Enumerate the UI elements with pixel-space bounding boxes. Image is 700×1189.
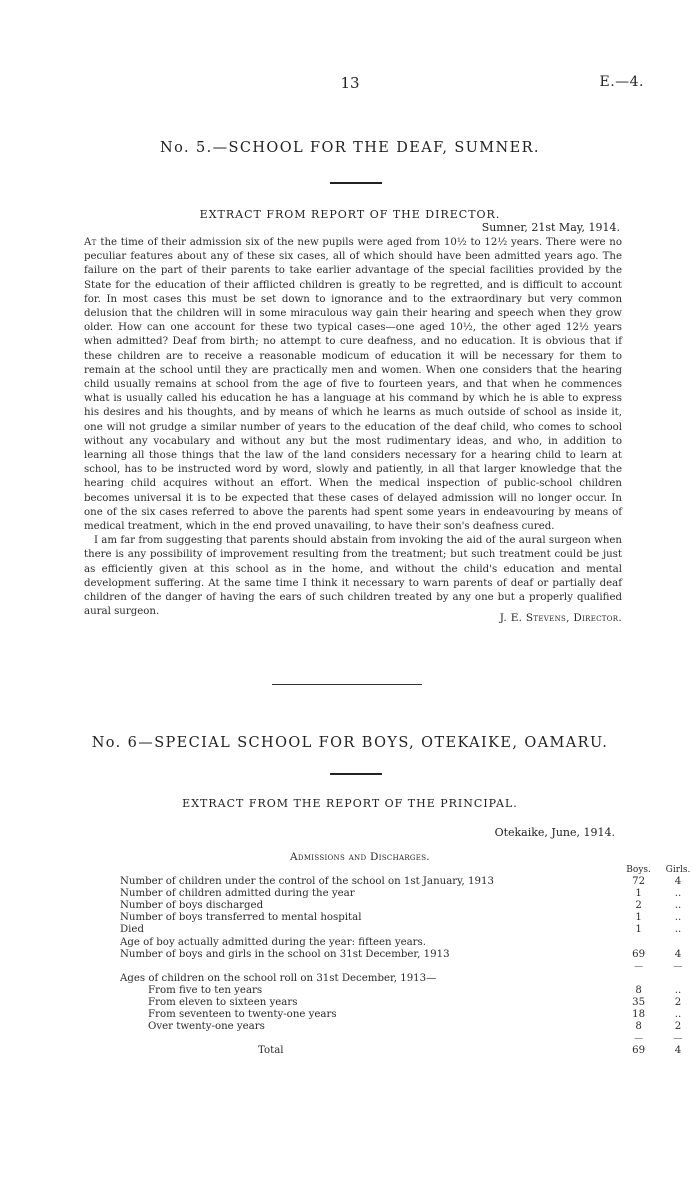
section5-paragraph-1 <box>84 236 622 534</box>
row-boys: 72 <box>632 876 646 888</box>
subtotal-rule-row <box>120 961 700 973</box>
row-boys: 2 <box>635 900 642 912</box>
total-boys: 69 <box>632 1045 646 1057</box>
row-label: Number of boys discharged <box>120 900 264 912</box>
row-label: Number of children under the control of the school on 1st January, 1913 <box>120 876 494 888</box>
age-label: From seventeen to twenty-one years <box>148 1009 337 1021</box>
row-label: Died <box>120 924 144 936</box>
section5-title: No. 5.—SCHOOL FOR THE DEAF, SUMNER. <box>160 140 540 156</box>
row-label: Number of children admitted during the year <box>120 888 355 900</box>
total-row <box>120 1045 700 1057</box>
table-row <box>120 985 700 997</box>
row-girls: .. <box>674 900 682 912</box>
row-girls: .. <box>674 924 682 936</box>
section5-divider <box>330 182 382 184</box>
girls-total-rule: — <box>673 1034 683 1045</box>
section5-signature: J. E. Stevens, Director. <box>499 612 622 624</box>
age-label: From five to ten years <box>148 984 263 996</box>
row-boys: 1 <box>635 888 642 900</box>
ages-heading: Ages of children on the school roll on 31st December, 1913— <box>120 972 437 984</box>
age-girls: .. <box>674 1009 682 1021</box>
row-boys: 69 <box>632 948 646 960</box>
total-rule-row <box>120 1033 700 1045</box>
section6-place-date: Otekaike, June, 1914. <box>494 826 615 839</box>
girls-rule: — <box>673 961 683 972</box>
section6-subtitle: EXTRACT FROM THE REPORT OF THE PRINCIPAL. <box>182 797 518 810</box>
age-boys: 35 <box>632 997 646 1009</box>
section6-title: No. 6—SPECIAL SCHOOL FOR BOYS, OTEKAIKE, OAMARU. <box>91 735 609 751</box>
row-girls: 4 <box>674 948 682 960</box>
section5-para1-text: the time of their admission six of the new pupils were aged from 10½ to 12½ years. There were no peculiar features about any of these six cases, all of which should have been admitted years ago. The failure on the part of their parents to take earlier advantage of the special facilities provided by the State for the education of their afflicted children is greatly to be regretted, and is difficult to account for. In most cases this must be set down to ignorance and to the extraordinary but very common delusion that the children will in some miraculous way gain their hearing and speech when they grow older. How can one account for these two typical cases—one aged 10½, the other aged 12½ years when admitted? Deaf from birth; no attempt to cure deafness, and no education. It is obvious that if these children are to receive a reasonable modicum of education it will be necessary for them to remain at the school until they are practically men and women. When one considers that the hearing child usually remains at school from the age of five to fourteen years, and that when he commences what is usually called his education he has a language at his command by which he is able to express his desires and his thoughts, and by means of which he learns as much outside of school as inside it, one will not grudge a similar number of years to the education of the deaf child, who comes to school without any vocabulary and without any but the most rudimentary ideas, and who, in addition to learning all those things that the law of the land considers necessary for a hearing child to learn at school, has to be instructed word by word, slowly and patiently, in all that larger knowledge that the hearing child acquires without an effort. When the medical inspection of public-school children becomes universal it is to be expected that these cases of delayed admission will no longer occur. In one of the six cases referred to above the parents had spent some years in endeavouring by means of medical treatment, which in the end proved unavailing, to have their son's deafness cured. <box>84 237 622 533</box>
total-girls: 4 <box>674 1045 682 1057</box>
section5-paragraph-2: I am far from suggesting that parents should abstain from invoking the aid of the aural surgeon when there is any possibility of improvement resulting from the treatment; but such treatment could be just as efficiently given at this school as in the home, and without the child's education and mental development suffering. At the same time I think it necessary to warn parents of deaf or partially deaf children of the danger of having the ears of such children treated by any one but a properly qualified aural surgeon. <box>84 535 622 618</box>
age-boys: 8 <box>635 1021 642 1033</box>
table-row <box>120 924 700 936</box>
section5-body <box>84 236 622 619</box>
table-header-row <box>120 864 700 876</box>
row-label: Age of boy actually admitted during the year: fifteen years. <box>120 936 427 948</box>
table-row <box>120 949 700 961</box>
ages-heading-row <box>120 973 700 985</box>
age-girls: 2 <box>674 997 682 1009</box>
col-boys-header: Boys. <box>626 865 651 875</box>
row-label: Number of boys and girls in the school on 31st December, 1913 <box>120 948 450 960</box>
table-row <box>120 937 700 949</box>
table-row <box>120 876 700 888</box>
row-girls: .. <box>674 888 682 900</box>
section-separator <box>272 684 422 685</box>
col-girls-header: Girls. <box>665 865 691 875</box>
table-title: Admissions and Discharges. <box>290 851 430 863</box>
table-row <box>120 912 700 924</box>
row-boys: 1 <box>635 924 642 936</box>
total-label: Total <box>258 1045 284 1057</box>
boys-rule: — <box>634 961 644 972</box>
age-label: Over twenty-one years <box>148 1021 265 1033</box>
table-row <box>120 1009 700 1021</box>
section5-subtitle: EXTRACT FROM REPORT OF THE DIRECTOR. <box>199 208 501 221</box>
age-label: From eleven to sixteen years <box>148 997 298 1009</box>
age-girls: .. <box>674 984 682 996</box>
table-row <box>120 888 700 900</box>
age-boys: 18 <box>632 1009 646 1021</box>
section5-para1-lead: At <box>84 237 97 248</box>
table-row <box>120 900 700 912</box>
boys-total-rule: — <box>634 1034 644 1045</box>
table-row <box>120 997 700 1009</box>
row-label: Number of boys transferred to mental hospital <box>120 912 362 924</box>
age-boys: 8 <box>635 984 642 996</box>
row-girls: .. <box>674 912 682 924</box>
page-number: 13 <box>340 74 360 92</box>
section6-divider <box>330 773 382 775</box>
section5-place-date: Sumner, 21st May, 1914. <box>481 221 620 234</box>
age-girls: 2 <box>674 1021 682 1033</box>
row-boys: 1 <box>635 912 642 924</box>
table-row <box>120 1021 700 1033</box>
page-reference: E.—4. <box>599 74 644 90</box>
admissions-table <box>120 864 700 1058</box>
row-girls: 4 <box>674 876 682 888</box>
